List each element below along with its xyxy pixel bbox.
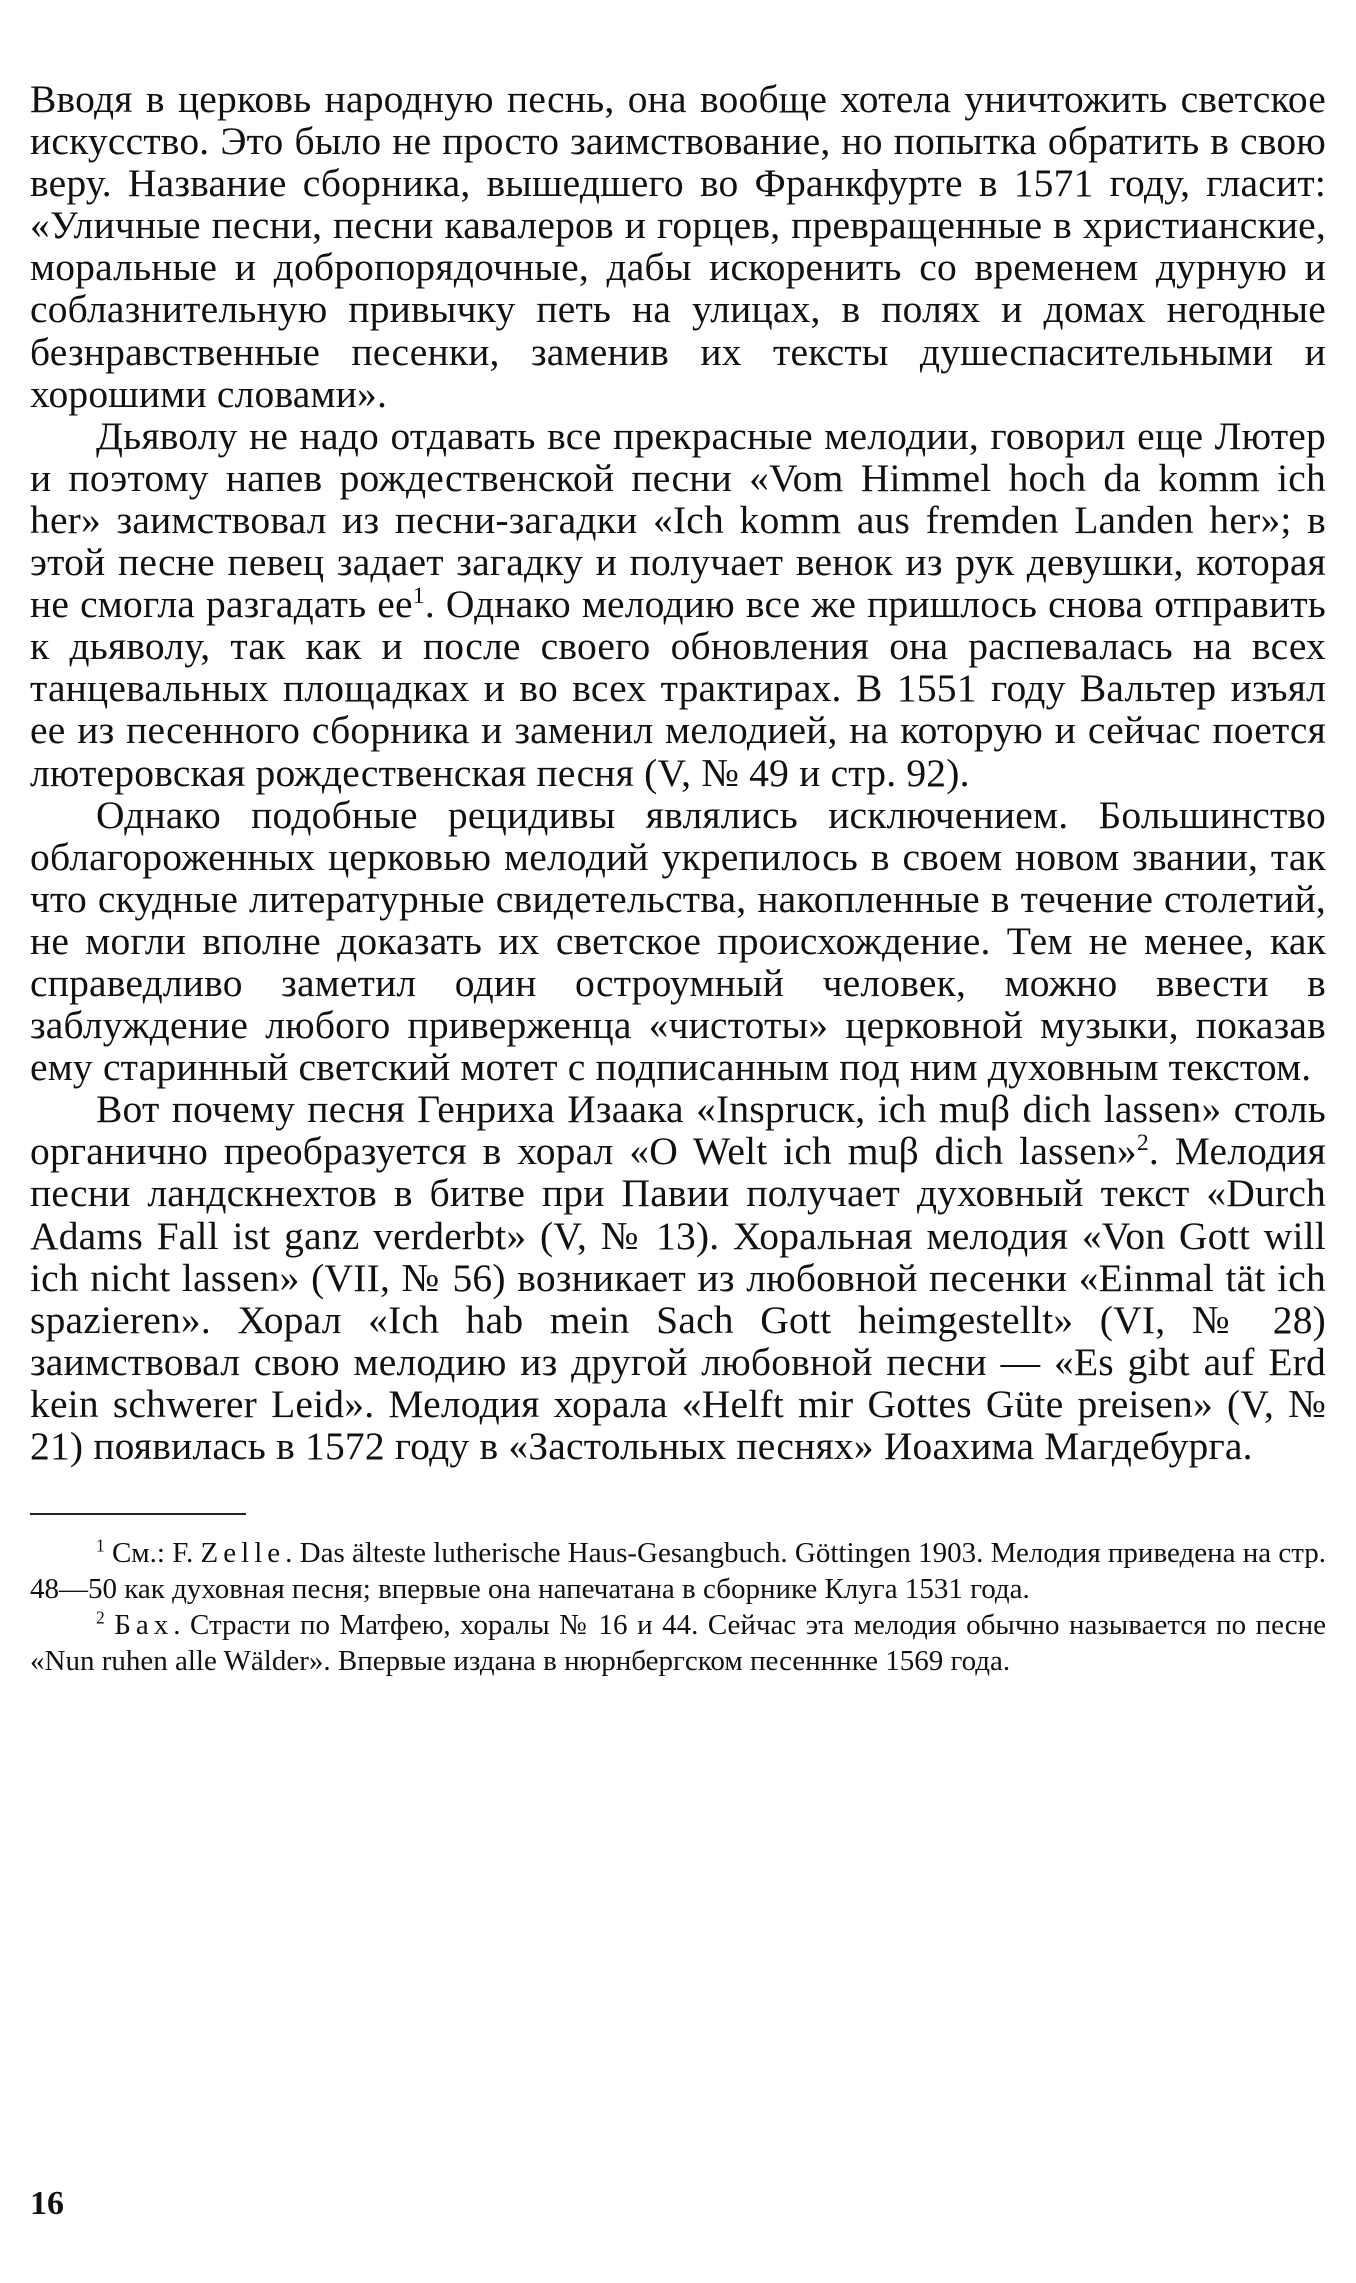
paragraph-2-text-b: . Однако мелодию все же пришлось снова отправить к дьяволу, так как и после своего обновления она распевалась на всех танцевальных площадках и во всех трактирах. В 1551 году Вальтер изъял ее из песенного сборника и заменил мелодией, на которую и сейчас поется лютеровская рождественская песня (V, № 49 и стр. 92).	[30, 582, 1327, 795]
footnote-2	[30, 1607, 1326, 1679]
footnote-1	[30, 1535, 1326, 1607]
paragraph-4-text-b: . Мелодия песни ландскнехтов в битве при Павии получает духовный текст «Durch Adams Fall ist ganz verderbt» (V, № 13). Хоральная мелодия «Von Gott will ich nicht lassen» (VII, № 56) возникает из любовной песенки «Einmal tät ich spazieren». Хорал «Ich hab mein Sach Gott heimgestellt» (VI, № 28) заимствовал свою мелодию из другой любовной песни — «Es gibt auf Erd kein schwerer Leid». Мелодия хорала «Helft mir Gottes Güte preisen» (V, № 21) появилась в 1572 году в «Застольных песнях» Иоахима Магдебурга.	[30, 1129, 1326, 1468]
footnote-1-mark: 1	[96, 1535, 105, 1556]
main-text	[30, 78, 1326, 1467]
footnote-ref-1[interactable]: 1	[412, 582, 425, 609]
paragraph-4	[30, 1088, 1326, 1467]
page-number: 16	[30, 2185, 64, 2222]
footnote-1-text: . Das älteste lutherische Haus-Gesangbuch. Göttingen 1903. Мелодия приведена на стр. 48—50 как духовная песня; впервые она напечатана в сборнике Клуга 1531 года.	[30, 1537, 1327, 1606]
page-body	[30, 78, 1326, 1679]
footnote-ref-2[interactable]: 2	[1136, 1130, 1149, 1157]
footnote-1-prefix: См.: F.	[111, 1537, 194, 1570]
paragraph-2-text-a: Дьяволу не надо отдавать все прекрасные мелодии, говорил еще Лютер и поэтому напев рождественской песни «Vom Himmel hoch da komm ich her» заимствовал из песни-загадки «Ich komm aus fremden Landen her»; в этой песне певец задает загадку и получает венок из рук девушки, которая не смогла разгадать ее	[30, 413, 1326, 627]
paragraph-2	[30, 415, 1326, 794]
footnote-1-author: Zelle	[200, 1537, 286, 1570]
footnote-2-mark: 2	[96, 1607, 105, 1628]
footnote-divider	[30, 1513, 246, 1515]
paragraph-3: Однако подобные рецидивы являлись исключением. Большинство облагороженных церковью мелодий укрепилось в своем новом звании, так что скудные литературные свидетельства, накопленные в течение столетий, не могли вполне доказать их светское происхождение. Тем не менее, как справедливо заметил один остроумный человек, можно ввести в заблуждение любого приверженца «чистоты» церковной музыки, показав ему старинный светский мотет с подписанным под ним духовным текстом.	[30, 792, 1326, 1090]
paragraph-1: Вводя в церковь народную песнь, она вообще хотела уничтожить светское искусство. Это было не просто заимствование, но попытка обратить в свою веру. Название сборника, вышедшего во Франкфурте в 1571 году, гласит: «Уличные песни, песни кавалеров и горцев, превращенные в христианские, моральные и добропорядочные, дабы искоренить со временем дурную и соблазнительную привычку петь на улицах, в полях и домах негодные безнравственные песенки, заменив их тексты душеспасительными и хорошими словами».	[30, 77, 1326, 416]
footnote-2-text: . Страсти по Матфею, хоралы № 16 и 44. Сейчас эта мелодия обычно называется по песне «Nun ruhen alle Wälder». Впервые издана в нюрнбергском песенннке 1569 года.	[30, 1609, 1326, 1678]
footnotes	[30, 1535, 1326, 1679]
paragraph-4-text-a: Вот почему песня Генриха Изаака «Insprucк, ich muβ dich lassen» столь органично преобразуется в хорал «O Welt ich muβ dich lassen»	[30, 1087, 1326, 1174]
footnote-2-author: Бах	[114, 1609, 174, 1642]
